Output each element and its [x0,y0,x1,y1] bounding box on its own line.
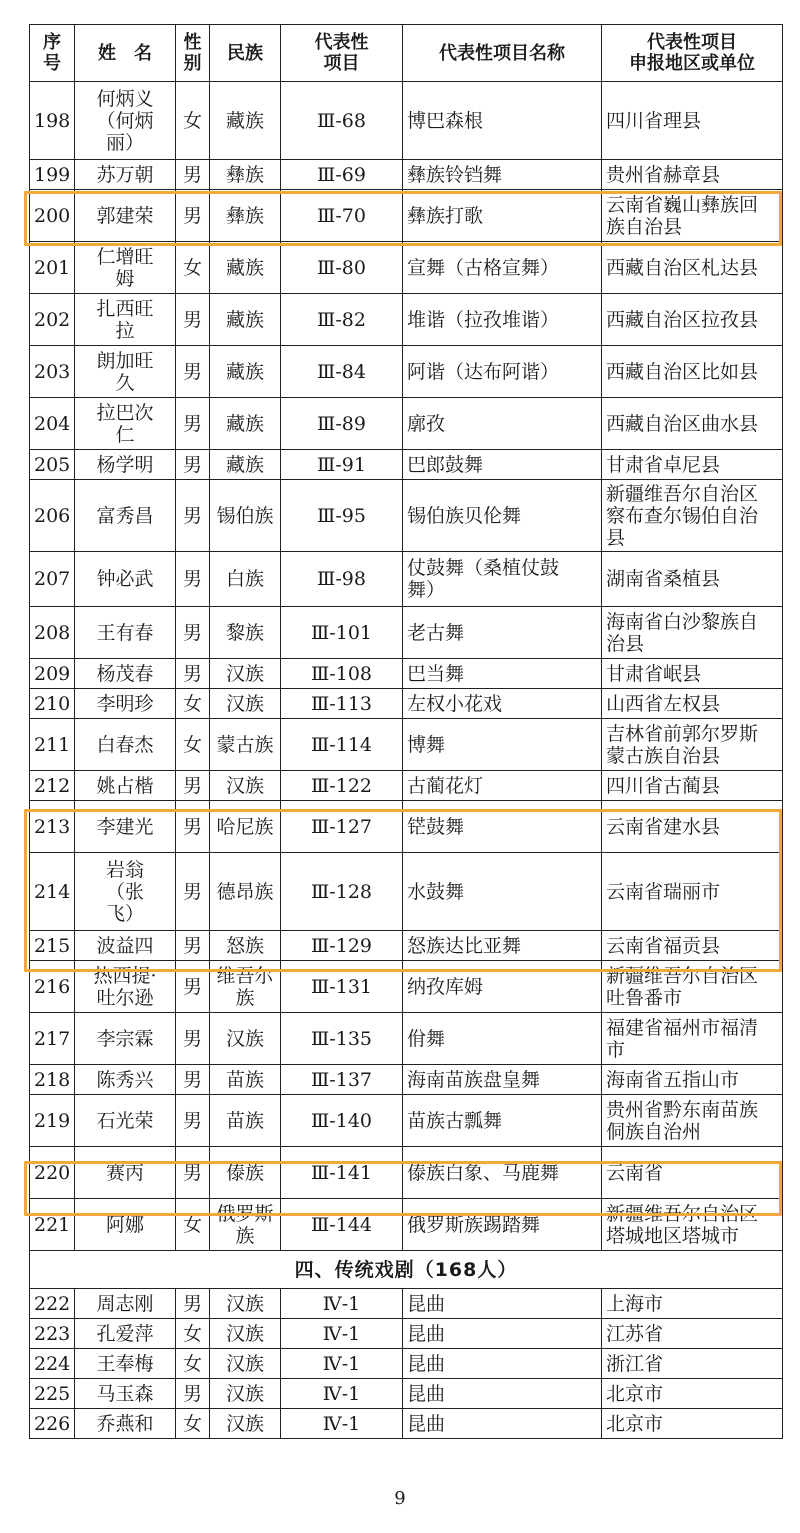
cell-region: 新疆维吾尔自治区 吐鲁番市 [602,961,783,1013]
table-row [30,190,783,242]
table-row [30,931,783,961]
cell-region: 甘肃省卓尼县 [602,450,783,480]
cell-gender: 男 [176,931,210,961]
cell-seq: 203 [30,346,75,398]
cell-gender: 男 [176,1095,210,1147]
cell-region: 新疆维吾尔自治区 塔城地区塔城市 [602,1199,783,1251]
table-row [30,1095,783,1147]
cell-gender: 男 [176,480,210,552]
cell-ethnicity: 哈尼族 [210,801,281,853]
table-row [30,853,783,931]
cell-region: 湖南省桑植县 [602,552,783,607]
header-row [30,25,783,82]
cell-gender: 男 [176,346,210,398]
cell-seq: 224 [30,1349,75,1379]
cell-name: 波益四 [75,931,176,961]
cell-gender: 男 [176,1147,210,1199]
cell-gender: 男 [176,1289,210,1319]
cell-name: 何炳义 （何炳 丽） [75,82,176,160]
cell-name: 马玉森 [75,1379,176,1409]
cell-seq: 206 [30,480,75,552]
cell-code: Ⅲ-127 [281,801,403,853]
cell-region: 北京市 [602,1379,783,1409]
cell-project: 彝族打歌 [403,190,602,242]
cell-region: 江苏省 [602,1319,783,1349]
cell-seq: 198 [30,82,75,160]
cell-project: 昆曲 [403,1379,602,1409]
cell-region: 云南省建水县 [602,801,783,853]
cell-seq: 214 [30,853,75,931]
cell-project: 昆曲 [403,1319,602,1349]
cell-name: 苏万朝 [75,160,176,190]
cell-project: 傣族白象、马鹿舞 [403,1147,602,1199]
cell-name: 李建光 [75,801,176,853]
cell-project: 堆谐（拉孜堆谐） [403,294,602,346]
cell-seq: 211 [30,719,75,771]
cell-name: 李明珍 [75,689,176,719]
drama-rows [30,1289,783,1439]
section-rows [30,1251,783,1289]
cell-code: Ⅲ-98 [281,552,403,607]
cell-name: 热西提· 吐尔逊 [75,961,176,1013]
cell-seq: 200 [30,190,75,242]
cell-code: Ⅲ-137 [281,1065,403,1095]
table-row [30,346,783,398]
cell-region: 西藏自治区比如县 [602,346,783,398]
cell-name: 白春杰 [75,719,176,771]
cell-seq: 217 [30,1013,75,1065]
cell-gender: 男 [176,961,210,1013]
cell-gender: 男 [176,1065,210,1095]
cell-project: 昆曲 [403,1349,602,1379]
cell-project: 老古舞 [403,607,602,659]
cell-name: 拉巴次 仁 [75,398,176,450]
cell-project: 左权小花戏 [403,689,602,719]
cell-code: Ⅲ-95 [281,480,403,552]
cell-project: 巴当舞 [403,659,602,689]
dance-rows [30,82,783,1251]
cell-project: 古蔺花灯 [403,771,602,801]
table-row [30,689,783,719]
cell-seq: 205 [30,450,75,480]
cell-project: 彝族铃铛舞 [403,160,602,190]
cell-region: 北京市 [602,1409,783,1439]
table-row [30,607,783,659]
cell-name: 王奉梅 [75,1349,176,1379]
cell-project: 锡伯族贝伦舞 [403,480,602,552]
cell-name: 岩翁 （张 飞） [75,853,176,931]
cell-seq: 215 [30,931,75,961]
cell-gender: 男 [176,294,210,346]
cell-code: Ⅲ-140 [281,1095,403,1147]
cell-ethnicity: 藏族 [210,82,281,160]
cell-ethnicity: 汉族 [210,771,281,801]
cell-region: 云南省巍山彝族回 族自治县 [602,190,783,242]
cell-gender: 男 [176,659,210,689]
table-row [30,160,783,190]
cell-project: 仗鼓舞（桑植仗鼓 舞） [403,552,602,607]
cell-gender: 男 [176,771,210,801]
cell-name: 李宗霖 [75,1013,176,1065]
cell-region: 西藏自治区曲水县 [602,398,783,450]
cell-code: Ⅲ-70 [281,190,403,242]
cell-project: 苗族古瓢舞 [403,1095,602,1147]
cell-gender: 女 [176,1349,210,1379]
cell-ethnicity: 蒙古族 [210,719,281,771]
cell-seq: 201 [30,242,75,294]
cell-seq: 202 [30,294,75,346]
cell-ethnicity: 汉族 [210,1289,281,1319]
table-row [30,242,783,294]
cell-code: Ⅲ-144 [281,1199,403,1251]
cell-name: 王有春 [75,607,176,659]
section-row [30,1251,783,1289]
cell-gender: 女 [176,1319,210,1349]
cell-project: 俄罗斯族踢踏舞 [403,1199,602,1251]
cell-seq: 204 [30,398,75,450]
cell-ethnicity: 苗族 [210,1065,281,1095]
cell-name: 朗加旺 久 [75,346,176,398]
cell-code: Ⅲ-69 [281,160,403,190]
cell-region: 云南省福贡县 [602,931,783,961]
table-row [30,659,783,689]
cell-name: 周志刚 [75,1289,176,1319]
header-name: 姓 名 [75,25,176,82]
cell-name: 孔爱萍 [75,1319,176,1349]
cell-name: 郭建荣 [75,190,176,242]
cell-seq: 207 [30,552,75,607]
cell-region: 甘肃省岷县 [602,659,783,689]
cell-seq: 223 [30,1319,75,1349]
cell-code: Ⅳ-1 [281,1409,403,1439]
cell-name: 扎西旺 拉 [75,294,176,346]
header-gender: 性 别 [176,25,210,82]
table-row [30,719,783,771]
header-project: 代表性项目名称 [403,25,602,82]
cell-region: 浙江省 [602,1349,783,1379]
cell-ethnicity: 藏族 [210,242,281,294]
cell-ethnicity: 白族 [210,552,281,607]
cell-gender: 女 [176,242,210,294]
cell-region: 云南省瑞丽市 [602,853,783,931]
table-row [30,82,783,160]
table-row [30,961,783,1013]
cell-project: 怒族达比亚舞 [403,931,602,961]
cell-project: 巴郎鼓舞 [403,450,602,480]
cell-seq: 220 [30,1147,75,1199]
cell-region: 四川省理县 [602,82,783,160]
cell-seq: 225 [30,1379,75,1409]
cell-seq: 208 [30,607,75,659]
cell-code: Ⅲ-84 [281,346,403,398]
cell-project: 宣舞（古格宣舞） [403,242,602,294]
cell-ethnicity: 汉族 [210,1013,281,1065]
header-region: 代表性项目 申报地区或单位 [602,25,783,82]
cell-gender: 男 [176,801,210,853]
table-row [30,771,783,801]
cell-code: Ⅲ-135 [281,1013,403,1065]
cell-name: 石光荣 [75,1095,176,1147]
cell-gender: 女 [176,689,210,719]
cell-code: Ⅲ-108 [281,659,403,689]
cell-name: 富秀昌 [75,480,176,552]
cell-code: Ⅲ-131 [281,961,403,1013]
cell-name: 杨茂春 [75,659,176,689]
cell-region: 海南省五指山市 [602,1065,783,1095]
cell-ethnicity: 俄罗斯 族 [210,1199,281,1251]
cell-code: Ⅲ-141 [281,1147,403,1199]
cell-region: 新疆维吾尔自治区 察布查尔锡伯自治 县 [602,480,783,552]
cell-code: Ⅲ-89 [281,398,403,450]
cell-code: Ⅳ-1 [281,1289,403,1319]
cell-name: 姚占楷 [75,771,176,801]
cell-code: Ⅳ-1 [281,1349,403,1379]
cell-region: 云南省 [602,1147,783,1199]
cell-gender: 男 [176,607,210,659]
cell-code: Ⅳ-1 [281,1379,403,1409]
cell-region: 西藏自治区札达县 [602,242,783,294]
cell-region: 西藏自治区拉孜县 [602,294,783,346]
cell-seq: 213 [30,801,75,853]
table-row [30,1199,783,1251]
cell-code: Ⅲ-122 [281,771,403,801]
cell-gender: 男 [176,190,210,242]
cell-ethnicity: 汉族 [210,689,281,719]
page-number: 9 [394,1488,406,1509]
table-row [30,398,783,450]
cell-ethnicity: 傣族 [210,1147,281,1199]
heritage-table [29,24,783,1439]
cell-project: 佾舞 [403,1013,602,1065]
table-row [30,1409,783,1439]
cell-gender: 女 [176,719,210,771]
cell-project: 海南苗族盘皇舞 [403,1065,602,1095]
cell-ethnicity: 苗族 [210,1095,281,1147]
cell-project: 博巴森根 [403,82,602,160]
cell-ethnicity: 藏族 [210,398,281,450]
cell-ethnicity: 彝族 [210,190,281,242]
cell-seq: 226 [30,1409,75,1439]
header-code: 代表性 项目 [281,25,403,82]
cell-gender: 女 [176,1199,210,1251]
cell-ethnicity: 汉族 [210,1349,281,1379]
cell-gender: 男 [176,552,210,607]
cell-seq: 216 [30,961,75,1013]
cell-ethnicity: 德昂族 [210,853,281,931]
cell-seq: 222 [30,1289,75,1319]
header-ethnicity: 民族 [210,25,281,82]
cell-region: 吉林省前郭尔罗斯 蒙古族自治县 [602,719,783,771]
cell-seq: 218 [30,1065,75,1095]
cell-code: Ⅲ-101 [281,607,403,659]
cell-ethnicity: 锡伯族 [210,480,281,552]
table-row [30,1147,783,1199]
cell-ethnicity: 藏族 [210,294,281,346]
cell-name: 阿娜 [75,1199,176,1251]
table-row [30,801,783,853]
header-seq: 序 号 [30,25,75,82]
cell-name: 陈秀兴 [75,1065,176,1095]
cell-ethnicity: 汉族 [210,1319,281,1349]
table-row [30,1319,783,1349]
cell-region: 山西省左权县 [602,689,783,719]
cell-name: 杨学明 [75,450,176,480]
cell-region: 四川省古蔺县 [602,771,783,801]
cell-region: 海南省白沙黎族自 治县 [602,607,783,659]
cell-region: 福建省福州市福清 市 [602,1013,783,1065]
cell-code: Ⅲ-91 [281,450,403,480]
cell-project: 昆曲 [403,1289,602,1319]
cell-gender: 男 [176,398,210,450]
cell-code: Ⅲ-114 [281,719,403,771]
table-row [30,1013,783,1065]
cell-ethnicity: 维吾尔 族 [210,961,281,1013]
cell-region: 贵州省黔东南苗族 侗族自治州 [602,1095,783,1147]
cell-seq: 212 [30,771,75,801]
cell-project: 水鼓舞 [403,853,602,931]
table-row [30,552,783,607]
cell-code: Ⅲ-129 [281,931,403,961]
cell-ethnicity: 汉族 [210,1379,281,1409]
cell-gender: 男 [176,1013,210,1065]
cell-project: 廓孜 [403,398,602,450]
cell-name: 乔燕和 [75,1409,176,1439]
cell-ethnicity: 彝族 [210,160,281,190]
cell-project: 博舞 [403,719,602,771]
cell-ethnicity: 黎族 [210,607,281,659]
cell-code: Ⅲ-128 [281,853,403,931]
cell-gender: 女 [176,1409,210,1439]
cell-code: Ⅲ-82 [281,294,403,346]
table-row [30,1379,783,1409]
table-row [30,1349,783,1379]
table-row [30,1289,783,1319]
cell-gender: 男 [176,160,210,190]
cell-name: 仁增旺 姆 [75,242,176,294]
cell-ethnicity: 怒族 [210,931,281,961]
cell-gender: 女 [176,82,210,160]
cell-code: Ⅳ-1 [281,1319,403,1349]
table-row [30,1065,783,1095]
cell-seq: 209 [30,659,75,689]
cell-gender: 男 [176,1379,210,1409]
cell-ethnicity: 藏族 [210,450,281,480]
cell-project: 纳孜库姆 [403,961,602,1013]
cell-project: 阿谐（达布阿谐） [403,346,602,398]
cell-ethnicity: 汉族 [210,659,281,689]
cell-gender: 男 [176,853,210,931]
cell-seq: 199 [30,160,75,190]
table-row [30,294,783,346]
cell-ethnicity: 藏族 [210,346,281,398]
cell-seq: 219 [30,1095,75,1147]
cell-project: 昆曲 [403,1409,602,1439]
section-title: 四、传统戏剧（168人） [30,1251,783,1289]
cell-code: Ⅲ-68 [281,82,403,160]
cell-code: Ⅲ-80 [281,242,403,294]
cell-name: 赛丙 [75,1147,176,1199]
cell-project: 铓鼓舞 [403,801,602,853]
cell-gender: 男 [176,450,210,480]
cell-seq: 221 [30,1199,75,1251]
table-row [30,450,783,480]
table-row [30,480,783,552]
cell-ethnicity: 汉族 [210,1409,281,1439]
cell-seq: 210 [30,689,75,719]
cell-region: 上海市 [602,1289,783,1319]
cell-region: 贵州省赫章县 [602,160,783,190]
cell-code: Ⅲ-113 [281,689,403,719]
cell-name: 钟必武 [75,552,176,607]
